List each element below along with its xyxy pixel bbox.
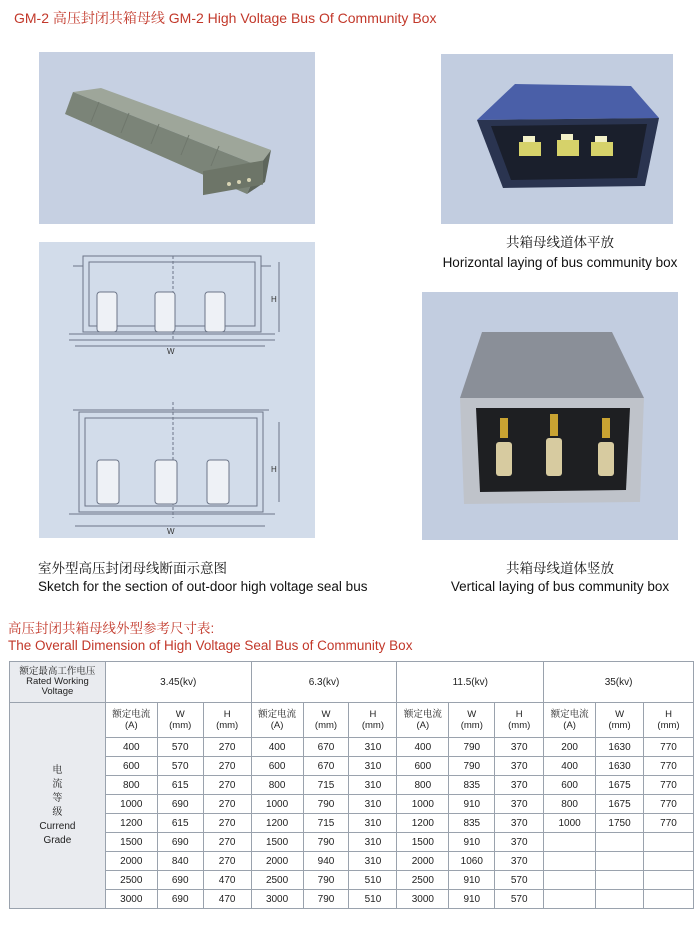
table-cell: 2500: [105, 871, 157, 890]
table-cell: 770: [644, 795, 694, 814]
table-cell: 1500: [397, 833, 449, 852]
voltage-6-3: 6.3(kv): [251, 662, 397, 703]
table-cell: 910: [449, 890, 495, 909]
table-cell: 800: [251, 776, 303, 795]
sub-h-label: H: [665, 709, 672, 720]
voltage-11-5: 11.5(kv): [397, 662, 544, 703]
table-cell: 370: [495, 757, 544, 776]
sub-h-unit: (mm): [361, 720, 384, 731]
table-cell: 1060: [449, 852, 495, 871]
table-cell: 1000: [397, 795, 449, 814]
sub-w-label: W: [467, 709, 477, 720]
table-cell: 600: [105, 757, 157, 776]
table-cell: 1200: [105, 814, 157, 833]
table-cell: 1500: [105, 833, 157, 852]
table-row: [10, 757, 694, 776]
table-cell: 470: [203, 871, 251, 890]
table-cell: 270: [203, 776, 251, 795]
current-grade-cn-3: 等: [52, 792, 63, 804]
dimension-table: [9, 661, 694, 909]
table-cell: 570: [495, 890, 544, 909]
table-row: [10, 833, 694, 852]
table-cell: 770: [644, 738, 694, 757]
table-cell: 270: [203, 795, 251, 814]
table-cell: 835: [449, 776, 495, 795]
vertical-caption-en: Vertical laying of bus community box: [450, 579, 670, 594]
table-cell: 400: [397, 738, 449, 757]
sub-h-unit: (mm): [216, 720, 239, 731]
sub-current-label: 额定电流: [258, 709, 297, 720]
sub-w-label: W: [175, 709, 185, 720]
table-cell: 1750: [596, 814, 644, 833]
table-row: [10, 871, 694, 890]
table-cell: 2500: [251, 871, 303, 890]
sub-current-label: 额定电流: [112, 709, 151, 720]
table-cell: [644, 890, 694, 909]
sub-current-label: 额定电流: [550, 709, 589, 720]
table-cell: 2000: [105, 852, 157, 871]
table-cell: 770: [644, 814, 694, 833]
sub-current: [544, 703, 596, 738]
table-cell: 800: [397, 776, 449, 795]
table-cell: 615: [157, 814, 203, 833]
sub-h-label: H: [223, 709, 231, 720]
current-grade-cn-4: 级: [52, 806, 63, 818]
sub-w-unit: (mm): [169, 720, 192, 731]
table-cell: [596, 890, 644, 909]
table-row: [10, 890, 694, 909]
table-cell: 910: [449, 795, 495, 814]
table-cell: 310: [349, 852, 397, 871]
voltage-header-cell: [10, 662, 106, 703]
sub-w-unit: (mm): [314, 720, 338, 731]
table-cell: 690: [157, 871, 203, 890]
section-sketch-drawing: [39, 242, 315, 538]
table-heading-en: The Overall Dimension of High Voltage Seal Bus of Community Box: [8, 638, 413, 653]
table-cell: 690: [157, 890, 203, 909]
table-cell: 510: [349, 871, 397, 890]
table-cell: 835: [449, 814, 495, 833]
table-cell: 1675: [596, 776, 644, 795]
sub-h: [349, 703, 397, 738]
table-cell: 840: [157, 852, 203, 871]
voltage-header-en: Rated Working Voltage: [26, 676, 89, 697]
table-cell: 2500: [397, 871, 449, 890]
table-cell: 790: [449, 757, 495, 776]
table-cell: 800: [544, 795, 596, 814]
table-row: [10, 776, 694, 795]
table-cell: 3000: [251, 890, 303, 909]
table-cell: 770: [644, 757, 694, 776]
table-cell: 600: [544, 776, 596, 795]
sub-current-label: 额定电流: [403, 709, 442, 720]
table-cell: 200: [544, 738, 596, 757]
table-cell: 270: [203, 738, 251, 757]
table-cell: 615: [157, 776, 203, 795]
table-cell: 1500: [251, 833, 303, 852]
table-cell: 790: [449, 738, 495, 757]
table-cell: 270: [203, 814, 251, 833]
horizontal-caption-cn: 共箱母线道体平放: [506, 235, 614, 250]
table-cell: 310: [349, 833, 397, 852]
sub-w-unit: (mm): [460, 720, 483, 731]
table-cell: 3000: [397, 890, 449, 909]
current-grade-en-1: Currend: [39, 820, 76, 832]
table-cell: 790: [303, 871, 349, 890]
table-cell: 570: [495, 871, 544, 890]
voltage-3-45: 3.45(kv): [105, 662, 251, 703]
sub-h-unit: (mm): [657, 720, 680, 731]
table-cell: 370: [495, 738, 544, 757]
current-grade-header: [10, 703, 106, 909]
table-cell: [596, 852, 644, 871]
sub-h-unit: (mm): [508, 720, 531, 731]
sub-h-label: H: [515, 709, 523, 720]
current-grade-en-2: Grade: [43, 834, 72, 846]
current-grade-cn-2: 流: [52, 778, 63, 790]
table-cell: 270: [203, 852, 251, 871]
table-cell: 790: [303, 890, 349, 909]
voltage-35: 35(kv): [544, 662, 694, 703]
sketch-w-label-upper: W: [167, 347, 175, 356]
table-cell: [596, 833, 644, 852]
table-cell: 400: [105, 738, 157, 757]
subheader-row: [10, 703, 694, 738]
table-cell: 370: [495, 852, 544, 871]
table-cell: 600: [251, 757, 303, 776]
sub-w-label: W: [321, 709, 331, 720]
table-cell: [644, 852, 694, 871]
sub-w: [449, 703, 495, 738]
table-cell: 770: [644, 776, 694, 795]
sub-current-unit: (A): [416, 720, 430, 731]
horizontal-bus-illustration: [441, 54, 673, 224]
table-cell: 1630: [596, 757, 644, 776]
table-cell: 370: [495, 795, 544, 814]
table-cell: 2000: [251, 852, 303, 871]
sub-w-unit: (mm): [608, 720, 631, 731]
table-cell: 310: [349, 795, 397, 814]
table-cell: [544, 852, 596, 871]
bus-duct-photo: [39, 52, 315, 224]
table-cell: 310: [349, 738, 397, 757]
table-cell: 370: [495, 814, 544, 833]
table-cell: [644, 871, 694, 890]
table-cell: 910: [449, 833, 495, 852]
voltage-header-cn: 额定最高工作电压: [19, 666, 96, 677]
sketch-caption-en: Sketch for the section of out-door high voltage seal bus: [38, 579, 368, 594]
sub-current-unit: (A): [124, 720, 138, 731]
sub-current: [105, 703, 157, 738]
table-cell: 370: [495, 833, 544, 852]
table-cell: 570: [157, 738, 203, 757]
table-cell: [544, 890, 596, 909]
sub-w: [596, 703, 644, 738]
table-cell: 1675: [596, 795, 644, 814]
page-title: GM-2 高压封闭共箱母线 GM-2 High Voltage Bus Of Community Box: [14, 10, 437, 26]
vertical-caption-cn: 共箱母线道体竖放: [506, 561, 614, 576]
table-cell: 1000: [105, 795, 157, 814]
sketch-h-label-lower: H: [271, 465, 277, 474]
table-heading-cn: 高压封闭共箱母线外型参考尺寸表:: [8, 621, 215, 636]
sub-h: [203, 703, 251, 738]
bus-duct-illustration: [39, 52, 315, 224]
table-cell: 790: [303, 833, 349, 852]
table-cell: 470: [203, 890, 251, 909]
table-cell: 270: [203, 833, 251, 852]
table-cell: 690: [157, 833, 203, 852]
table-cell: [644, 833, 694, 852]
table-cell: 400: [251, 738, 303, 757]
current-grade-cn-1: 电: [52, 764, 63, 776]
table-cell: 670: [303, 757, 349, 776]
sub-w: [303, 703, 349, 738]
table-row: [10, 795, 694, 814]
sketch-w-label-lower: W: [167, 527, 175, 536]
table-cell: 910: [449, 871, 495, 890]
sub-current-unit: (A): [270, 720, 284, 731]
table-cell: 270: [203, 757, 251, 776]
horizontal-caption-en: Horizontal laying of bus community box: [442, 255, 678, 270]
table-cell: 510: [349, 890, 397, 909]
table-cell: 3000: [105, 890, 157, 909]
table-cell: 310: [349, 757, 397, 776]
table-cell: 800: [105, 776, 157, 795]
table-row: [10, 852, 694, 871]
table-cell: 400: [544, 757, 596, 776]
vertical-laying-photo: [422, 292, 678, 540]
horizontal-laying-photo: [441, 54, 673, 224]
table-cell: 670: [303, 738, 349, 757]
table-cell: 1200: [251, 814, 303, 833]
table-cell: 1630: [596, 738, 644, 757]
table-cell: 310: [349, 776, 397, 795]
table-cell: 600: [397, 757, 449, 776]
table-cell: 1000: [251, 795, 303, 814]
table-cell: 570: [157, 757, 203, 776]
table-cell: 310: [349, 814, 397, 833]
table-row: [10, 814, 694, 833]
sub-current: [251, 703, 303, 738]
sub-h-label: H: [369, 709, 377, 720]
table-cell: 370: [495, 776, 544, 795]
table-cell: 1000: [544, 814, 596, 833]
sub-current-unit: (A): [563, 720, 576, 731]
table-cell: 1200: [397, 814, 449, 833]
table-row: [10, 738, 694, 757]
sketch-h-label-upper: H: [271, 295, 277, 304]
sub-current: [397, 703, 449, 738]
vertical-bus-illustration: [422, 292, 678, 540]
table-cell: [544, 871, 596, 890]
sub-h: [495, 703, 544, 738]
table-cell: 940: [303, 852, 349, 871]
table-cell: 690: [157, 795, 203, 814]
table-cell: 715: [303, 814, 349, 833]
table-cell: 715: [303, 776, 349, 795]
sub-w: [157, 703, 203, 738]
sub-w-label: W: [615, 709, 625, 720]
table-cell: 790: [303, 795, 349, 814]
table-cell: [544, 833, 596, 852]
sub-h: [644, 703, 694, 738]
table-cell: [596, 871, 644, 890]
section-sketch: [39, 242, 315, 538]
sketch-caption-cn: 室外型高压封闭母线断面示意图: [38, 561, 227, 576]
voltage-header-row: [10, 662, 694, 703]
table-cell: 2000: [397, 852, 449, 871]
